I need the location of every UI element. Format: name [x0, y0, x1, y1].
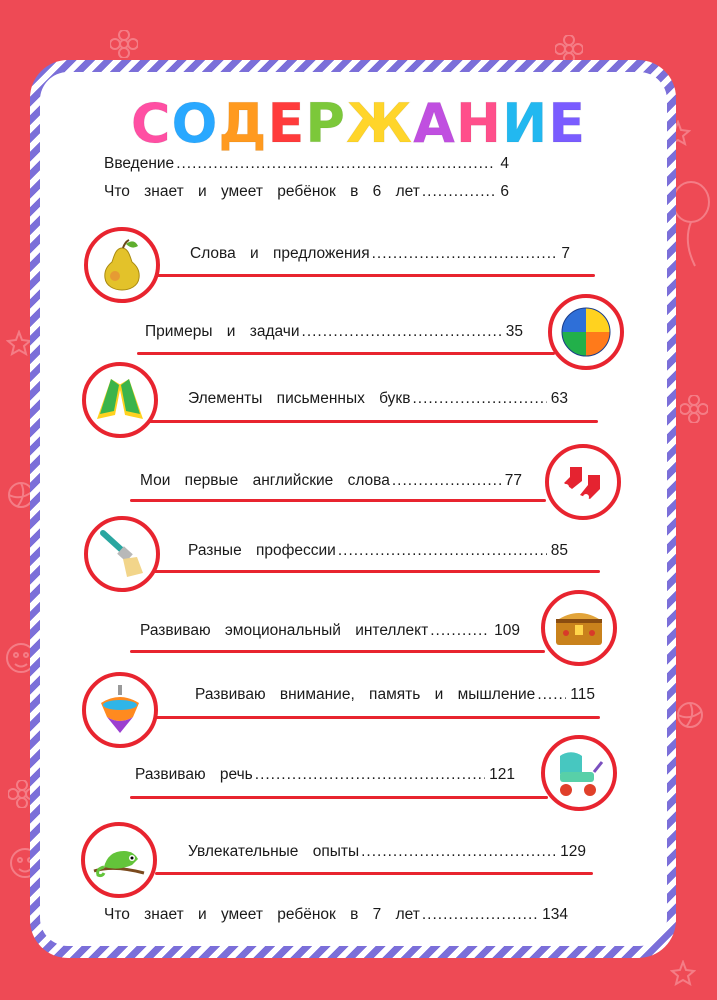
toc-entry-label: Слова и предложения — [190, 245, 370, 262]
spinning-top-icon — [91, 681, 149, 739]
title-letter: Н — [455, 92, 503, 155]
chameleon-icon — [90, 831, 148, 889]
toc-entry-page: 4 — [500, 155, 509, 172]
title-letter: Ж — [345, 92, 414, 155]
title-letter: С — [130, 92, 172, 155]
toc-entry[interactable] — [140, 472, 522, 490]
paintbrush-icon — [93, 525, 151, 583]
page-title — [0, 92, 717, 155]
toc-entry-label: Элементы письменных букв — [188, 390, 411, 407]
title-letter: А — [413, 92, 456, 155]
toc-entry-label: Что знает и умеет ребёнок в 7 лет — [104, 906, 420, 923]
pear-icon — [93, 236, 151, 294]
toc-entry-label: Введение — [104, 155, 175, 172]
toc-entry[interactable] — [145, 323, 523, 341]
toc-entry[interactable] — [104, 906, 568, 924]
toc-entry[interactable] — [195, 686, 595, 704]
toc-entry-page: 63 — [550, 390, 568, 407]
section-rule — [130, 796, 548, 799]
section-rule — [155, 872, 593, 875]
toc-entry-page: 7 — [561, 245, 570, 262]
flower-doodle — [555, 35, 583, 63]
toc-entry-page: 109 — [494, 622, 520, 639]
swirl-doodle — [675, 700, 705, 730]
ball-icon — [557, 303, 615, 361]
toc-entry-page: 129 — [560, 843, 586, 860]
toc-entry[interactable] — [188, 843, 586, 861]
section-rule — [150, 570, 600, 573]
title-letter: О — [171, 92, 219, 155]
pear-badge — [84, 227, 160, 303]
toc-entry-label: Развиваю эмоциональный интеллект — [140, 622, 429, 639]
section-rule — [140, 420, 598, 423]
star-doodle — [6, 330, 32, 356]
toc-entry-page: 121 — [489, 766, 515, 783]
chameleon-badge — [81, 822, 157, 898]
socks-badge — [545, 444, 621, 520]
toc-entry-label: Что знает и умеет ребёнок в 6 лет — [104, 183, 420, 200]
flippers-badge — [82, 362, 158, 438]
treasure-chest-icon — [550, 599, 608, 657]
title-letter: Е — [267, 92, 306, 155]
spinning-top-badge — [82, 672, 158, 748]
baby-carriage-icon — [550, 744, 608, 802]
section-rule — [130, 650, 545, 653]
toc-entry-page: 35 — [505, 323, 523, 340]
section-rule — [137, 352, 555, 355]
toc-entry-page: 85 — [550, 542, 568, 559]
treasure-chest-badge — [541, 590, 617, 666]
toc-entry-label: Развиваю внимание, память и мышление — [195, 686, 536, 703]
toc-entry[interactable] — [140, 622, 520, 640]
toc-entry-label: Развиваю речь — [135, 766, 253, 783]
toc-entry-page: 77 — [504, 472, 522, 489]
section-rule — [140, 274, 595, 277]
title-letter: Д — [218, 92, 268, 155]
ball-badge — [548, 294, 624, 370]
paintbrush-badge — [84, 516, 160, 592]
toc-entry[interactable] — [188, 390, 568, 408]
flippers-icon — [91, 371, 149, 429]
star-doodle — [670, 960, 696, 986]
toc-entry[interactable] — [190, 245, 570, 263]
toc-entry[interactable] — [135, 766, 515, 784]
section-rule — [130, 499, 546, 502]
title-letter: И — [502, 92, 549, 155]
toc-entry-label: Примеры и задачи — [145, 323, 300, 340]
toc-entry-label: Разные профессии — [188, 542, 336, 559]
toc-entry[interactable] — [104, 155, 509, 173]
toc-entry-label: Мои первые английские слова — [140, 472, 390, 489]
toc-entry-page: 115 — [570, 686, 595, 703]
socks-icon — [554, 453, 612, 511]
toc-entry[interactable] — [188, 542, 568, 560]
baby-carriage-badge — [541, 735, 617, 811]
toc-entry-page: 134 — [542, 906, 568, 923]
section-rule — [155, 716, 600, 719]
toc-entry[interactable] — [104, 183, 509, 201]
flower-doodle — [680, 395, 708, 423]
flower-doodle — [110, 30, 138, 58]
title-letter: Е — [548, 92, 587, 155]
toc-entry-label: Увлекательные опыты — [188, 843, 360, 860]
title-letter: Р — [305, 92, 346, 155]
toc-entry-page: 6 — [500, 183, 509, 200]
